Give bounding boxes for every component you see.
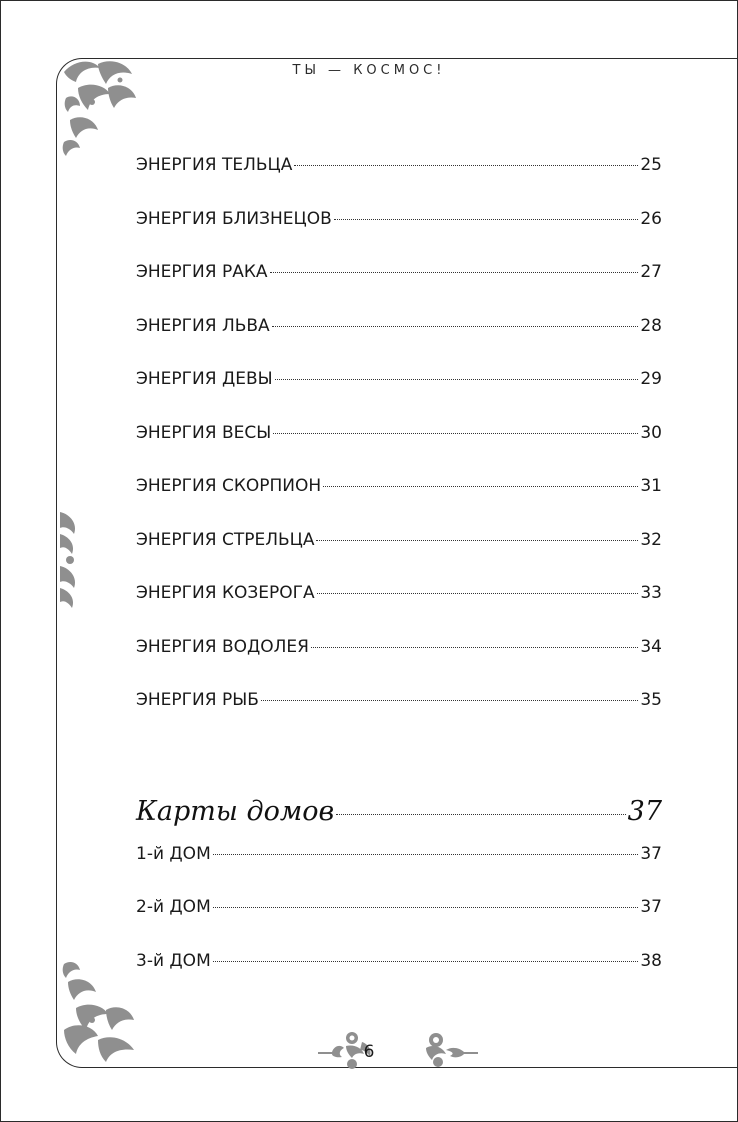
dot-leader <box>213 907 638 908</box>
toc-entry[interactable] <box>136 637 662 691</box>
dot-leader <box>317 593 638 594</box>
toc-entry-label: ЭНЕРГИЯ СТРЕЛЬЦА <box>136 529 315 550</box>
toc-entry[interactable] <box>136 155 662 209</box>
toc-entry-label: ЭНЕРГИЯ РЫБ <box>136 690 259 710</box>
floral-ornament-mid-left-icon <box>58 508 84 612</box>
dot-leader <box>311 647 638 648</box>
toc-entry-label: ЭНЕРГИЯ КОЗЕРОГА <box>136 583 315 603</box>
section-page: 37 <box>627 795 662 827</box>
dot-leader <box>334 219 638 220</box>
dot-leader <box>270 272 638 273</box>
toc-sub-entries <box>136 844 662 1005</box>
toc-section-heading[interactable] <box>136 796 662 844</box>
dot-leader <box>336 814 625 815</box>
toc-entry-label: ЭНЕРГИЯ ТЕЛЬЦА <box>136 155 293 175</box>
toc-entry[interactable] <box>136 476 662 530</box>
table-of-contents <box>136 155 662 1004</box>
toc-entry-label: ЭНЕРГИЯ ДЕВЫ <box>136 369 273 389</box>
toc-entry[interactable] <box>136 316 662 370</box>
page-footer <box>0 1028 738 1072</box>
toc-entry-page: 30 <box>640 422 662 443</box>
toc-sub-entry[interactable] <box>136 897 662 951</box>
toc-entry-label: 1-й ДОМ <box>136 843 211 864</box>
section-title: Карты домов <box>136 795 335 827</box>
toc-entry[interactable] <box>136 262 662 316</box>
toc-entry[interactable] <box>136 530 662 584</box>
toc-entry-page: 31 <box>640 476 662 496</box>
toc-entry-label: ЭНЕРГИЯ ВЕСЫ <box>136 422 272 443</box>
running-header: ТЫ — КОСМОС! <box>292 63 446 78</box>
dot-leader <box>275 379 638 380</box>
toc-sub-entry[interactable] <box>136 951 662 1005</box>
dot-leader <box>213 961 638 962</box>
toc-entry[interactable] <box>136 583 662 637</box>
scroll-ornament-right-icon <box>416 1030 478 1070</box>
dot-leader <box>273 433 638 434</box>
dot-leader <box>316 540 638 541</box>
toc-entry-page: 29 <box>640 369 662 389</box>
page-number: 6 <box>363 1042 375 1062</box>
dot-leader <box>323 486 638 487</box>
toc-entry-label: ЭНЕРГИЯ СКОРПИОН <box>136 476 322 496</box>
toc-entry-label: ЭНЕРГИЯ ЛЬВА <box>136 315 270 336</box>
toc-entry-page: 35 <box>640 690 662 710</box>
toc-entry-label: ЭНЕРГИЯ РАКА <box>136 262 268 282</box>
toc-entry-page: 37 <box>640 897 662 917</box>
toc-entry-page: 25 <box>640 155 662 175</box>
toc-entry-page: 34 <box>640 636 662 657</box>
toc-entry[interactable] <box>136 690 662 744</box>
toc-entry-page: 32 <box>640 529 662 550</box>
toc-entry-label: 2-й ДОМ <box>136 897 211 917</box>
toc-entry-page: 28 <box>640 315 662 336</box>
toc-entry-page: 38 <box>640 950 662 971</box>
toc-entry-label: ЭНЕРГИЯ БЛИЗНЕЦОВ <box>136 208 332 229</box>
dot-leader <box>272 326 638 327</box>
toc-sub-entry[interactable] <box>136 844 662 898</box>
toc-entry-page: 27 <box>640 262 662 282</box>
toc-entry-page: 26 <box>640 208 662 229</box>
toc-entry-page: 33 <box>640 583 662 603</box>
toc-entry[interactable] <box>136 423 662 477</box>
toc-entry-label: 3-й ДОМ <box>136 950 211 971</box>
dot-leader <box>261 700 638 701</box>
dot-leader <box>213 854 638 855</box>
dot-leader <box>294 165 638 166</box>
toc-entry-label: ЭНЕРГИЯ ВОДОЛЕЯ <box>136 636 309 657</box>
toc-entry-page: 37 <box>640 843 662 864</box>
toc-entry[interactable] <box>136 209 662 263</box>
toc-entry[interactable] <box>136 369 662 423</box>
section-spacer <box>136 744 662 796</box>
